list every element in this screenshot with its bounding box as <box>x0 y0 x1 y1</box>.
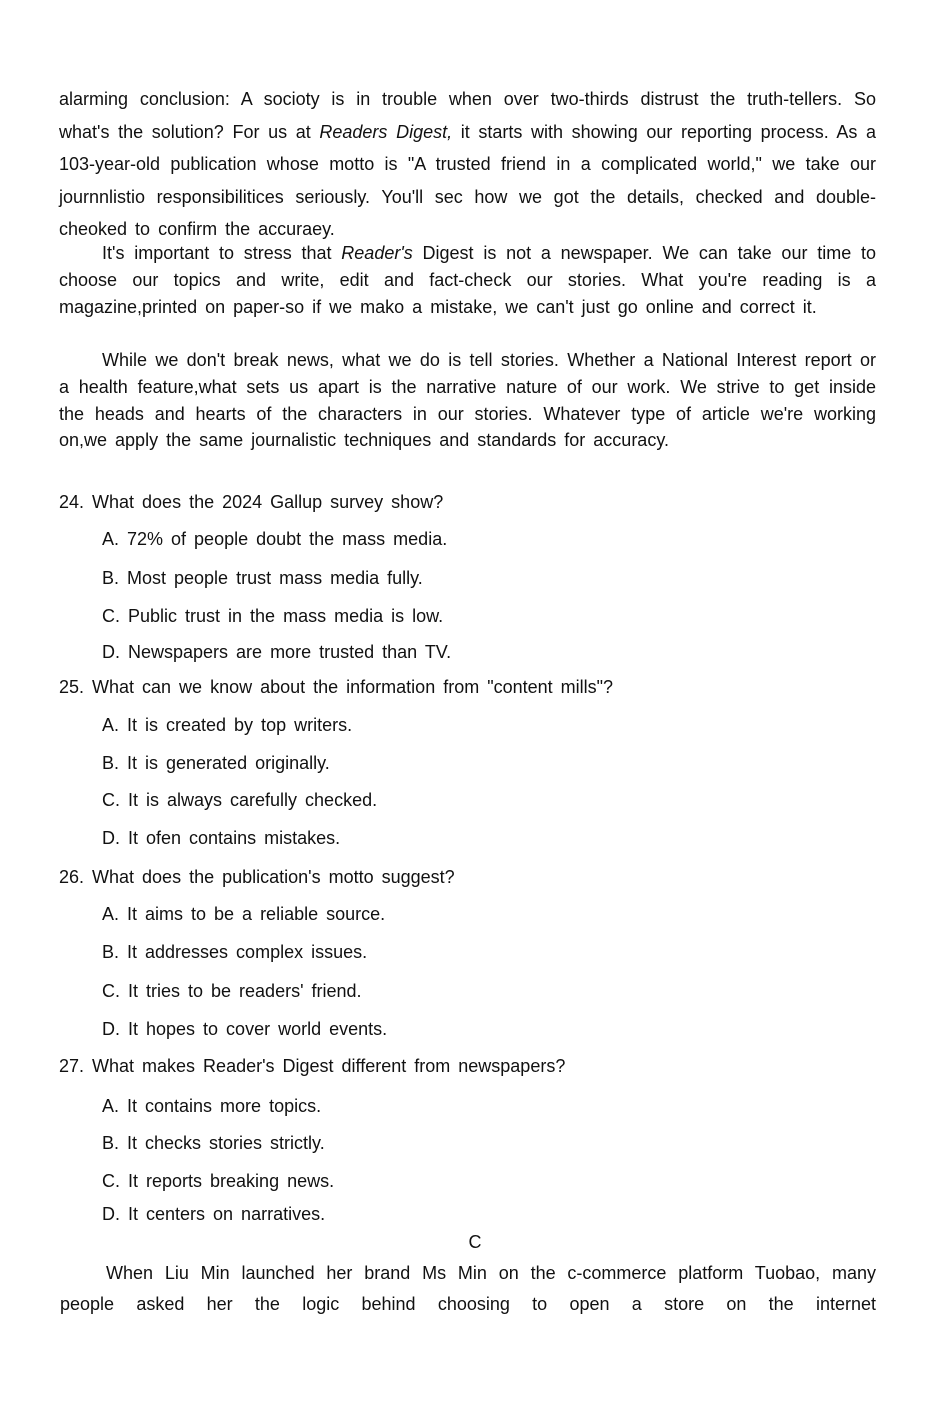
question-24: 24. What does the 2024 Gallup survey show? <box>59 492 444 512</box>
question-25-option-a: A. It is created by top writers. <box>102 715 353 735</box>
question-24-option-a: A. 72% of people doubt the mass media. <box>102 529 448 549</box>
question-27-option-c: C. It reports breaking news. <box>102 1171 335 1191</box>
question-24-option-b: B. Most people trust mass media fully. <box>102 568 423 588</box>
section-c-heading: C <box>468 1232 482 1252</box>
question-27: 27. What makes Reader's Digest different from newspapers? <box>59 1056 566 1076</box>
passage-paragraph-3: While we don't break news, what we do is tell stories. Whether a National Interest report or a health feature,what sets us apart is the narrative nature of our work. We strive to get inside the heads and hearts of the characters in our stories. Whatever type of article we're working on,we apply the same journalistic techniques and standards for accuracy. <box>59 350 876 451</box>
question-24-option-d: D. Newspapers are more trusted than TV. <box>102 642 452 662</box>
question-25: 25. What can we know about the information from "content mills"? <box>59 677 614 697</box>
question-26-option-b: B. It addresses complex issues. <box>102 942 368 962</box>
question-27-option-b: B. It checks stories strictly. <box>102 1133 325 1153</box>
passage-paragraph-2 <box>59 240 876 320</box>
question-27-option-d: D. It centers on narratives. <box>102 1204 326 1224</box>
question-24-option-c: C. Public trust in the mass media is low. <box>102 606 444 626</box>
passage-paragraph-1 <box>59 83 876 246</box>
question-25-option-d: D. It ofen contains mistakes. <box>102 828 341 848</box>
passage-p1-italic-title: Readers Digest, <box>319 121 453 142</box>
question-26-option-c: C. It tries to be readers' friend. <box>102 981 362 1001</box>
passage-p1-text-c: it starts with showing our reporting process. As a 103-year-old publication whose motto is "A trusted friend in a complicated world," we take our journnlistio responsibilitices seriously. You'll sec how we got the details, checked and double-cheoked to confirm the accuraey. <box>59 121 876 239</box>
question-27-option-a: A. It contains more topics. <box>102 1096 322 1116</box>
question-25-option-b: B. It is generated originally. <box>102 753 330 773</box>
section-c-paragraph: When Liu Min launched her brand Ms Min on the c-commerce platform Tuobao, many people asked her the logic behind choosing to open a store on the internet <box>60 1263 876 1314</box>
passage-p1-text-a: alarming conclusion: A socioty is in trouble when over two-thirds distrust the truth-tellers. So what's the solution? For us at <box>59 89 876 142</box>
question-26: 26. What does the publication's motto suggest? <box>59 867 455 887</box>
question-25-option-c: C. It is always carefully checked. <box>102 790 378 810</box>
question-26-option-d: D. It hopes to cover world events. <box>102 1019 388 1039</box>
passage-p2-text-c: Digest is not a newspaper. We can take our time to choose our topics and write, edit and fact-check our stories. What you're reading is a magazine,printed on paper-so if we mako a mistake, we can't just go online and correct it. <box>59 243 876 317</box>
question-26-option-a: A. It aims to be a reliable source. <box>102 904 386 924</box>
passage-p2-italic-title: Reader's <box>341 243 413 263</box>
passage-p2-text-a: It's important to stress that <box>102 243 342 263</box>
